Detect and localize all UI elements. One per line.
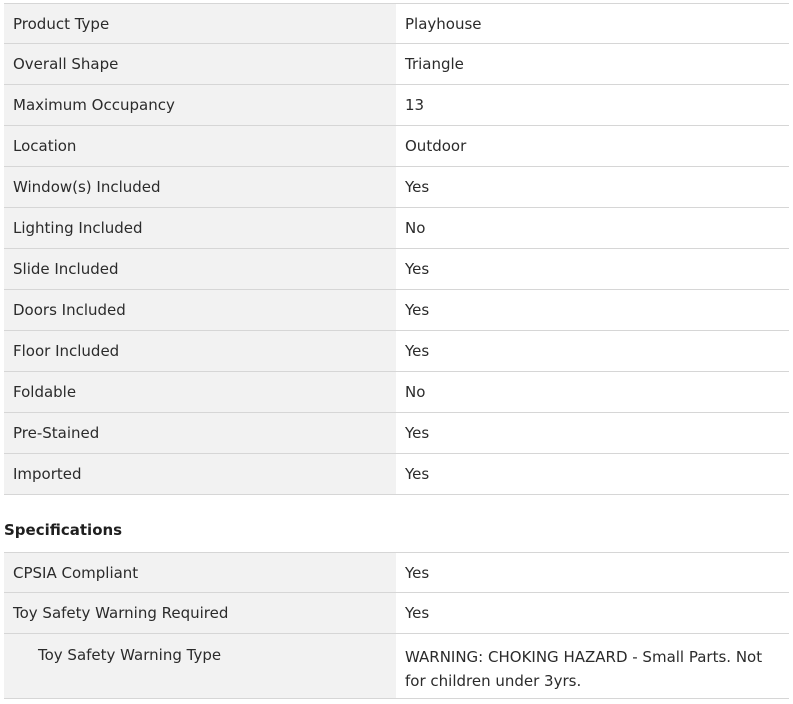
attribute-label: Floor Included bbox=[4, 331, 396, 371]
table-row bbox=[4, 85, 789, 126]
attribute-value: Yes bbox=[396, 290, 789, 330]
attributes-table bbox=[4, 3, 789, 495]
table-row bbox=[4, 167, 789, 208]
attribute-label: Pre-Stained bbox=[4, 413, 396, 453]
table-row bbox=[4, 331, 789, 372]
attribute-value: Playhouse bbox=[396, 4, 789, 43]
attribute-value: 13 bbox=[396, 85, 789, 125]
attribute-value: Yes bbox=[396, 454, 789, 494]
attribute-label: Window(s) Included bbox=[4, 167, 396, 207]
attribute-label: Lighting Included bbox=[4, 208, 396, 248]
attribute-value: Triangle bbox=[396, 44, 789, 84]
specifications-heading: Specifications bbox=[4, 521, 123, 539]
table-row bbox=[4, 454, 789, 495]
spec-label: CPSIA Compliant bbox=[4, 553, 396, 592]
attribute-label: Foldable bbox=[4, 372, 396, 412]
attribute-label: Slide Included bbox=[4, 249, 396, 289]
table-row bbox=[4, 249, 789, 290]
attribute-label: Doors Included bbox=[4, 290, 396, 330]
attribute-value: No bbox=[396, 208, 789, 248]
table-row bbox=[4, 3, 789, 44]
table-row bbox=[4, 126, 789, 167]
table-row bbox=[4, 208, 789, 249]
table-row bbox=[4, 552, 789, 593]
attribute-label: Location bbox=[4, 126, 396, 166]
attribute-value: Yes bbox=[396, 331, 789, 371]
spec-label: Toy Safety Warning Required bbox=[4, 593, 396, 633]
table-row bbox=[4, 593, 789, 634]
table-row bbox=[4, 634, 789, 699]
attribute-label: Imported bbox=[4, 454, 396, 494]
attribute-value: Outdoor bbox=[396, 126, 789, 166]
table-row bbox=[4, 372, 789, 413]
attribute-value: Yes bbox=[396, 249, 789, 289]
attribute-label: Overall Shape bbox=[4, 44, 396, 84]
attribute-value: Yes bbox=[396, 413, 789, 453]
spec-value: Yes bbox=[396, 553, 789, 592]
table-row bbox=[4, 413, 789, 454]
attribute-value: No bbox=[396, 372, 789, 412]
specifications-table bbox=[4, 552, 789, 699]
attribute-label: Maximum Occupancy bbox=[4, 85, 396, 125]
spec-value: Yes bbox=[396, 593, 789, 633]
spec-label: Toy Safety Warning Type bbox=[4, 634, 396, 698]
attribute-label: Product Type bbox=[4, 4, 396, 43]
attribute-value: Yes bbox=[396, 167, 789, 207]
table-row bbox=[4, 44, 789, 85]
table-row bbox=[4, 290, 789, 331]
spec-value: WARNING: CHOKING HAZARD - Small Parts. Not for children under 3yrs. bbox=[396, 634, 789, 698]
